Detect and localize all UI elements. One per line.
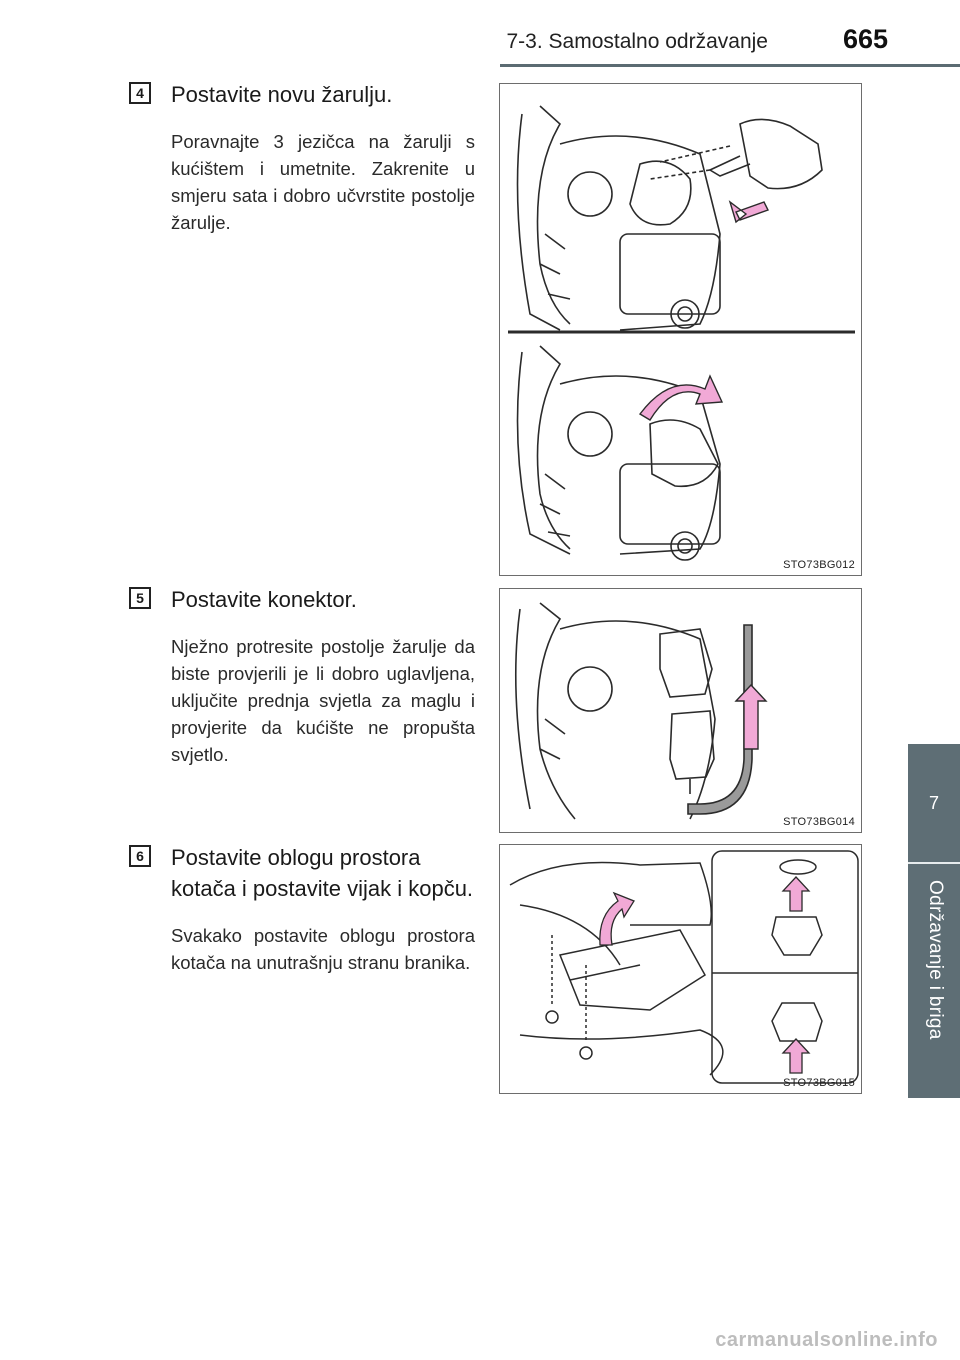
chapter-number: 7: [908, 744, 960, 864]
step-5: [130, 584, 475, 768]
chapter-label: Održavanje i briga: [925, 880, 946, 1040]
figure-bulb-install: [499, 83, 862, 576]
page-number: 665: [842, 24, 888, 54]
figure-code: STO73BG014: [783, 816, 855, 828]
step-4: [130, 79, 475, 236]
step-number: 5: [129, 587, 151, 609]
bulb-install-illustration: [500, 84, 862, 576]
section-title: 7-3. Samostalno održavanje: [506, 30, 768, 53]
step-number: 4: [129, 82, 151, 104]
wheel-liner-illustration: [500, 845, 862, 1094]
connector-install-illustration: [500, 589, 862, 833]
figure-code: STO73BG012: [783, 559, 855, 571]
step-title: Postavite konektor.: [171, 587, 357, 612]
step-body: Svakako postavite oblogu prostora kotača na unutrašnju stranu branika.: [171, 925, 475, 973]
step-number: 6: [129, 845, 151, 867]
figure-wheel-liner-install: [499, 844, 862, 1094]
step-title: Postavite oblogu prostora kotača i postavite vijak i kopču.: [171, 845, 474, 901]
figure-code: STO73BG015: [783, 1077, 855, 1089]
step-6: [130, 842, 475, 976]
step-title: Postavite novu žarulju.: [171, 82, 393, 107]
step-body: Nježno protresite postolje žarulje da biste provjerili je li dobro uglavljena, uključite prednja svjetla za maglu i provjerite da kućište ne propušta svjetlo.: [171, 636, 475, 765]
header-rule: [500, 64, 960, 67]
step-body: Poravnajte 3 jezičca na žarulji s kućištem i umetnite. Zakrenite u smjeru sata i dobro učvrstite postolje žarulje.: [171, 131, 475, 233]
page-header: [0, 0, 960, 70]
watermark: carmanualsonline.info: [715, 1329, 938, 1351]
figure-connector-install: [499, 588, 862, 833]
